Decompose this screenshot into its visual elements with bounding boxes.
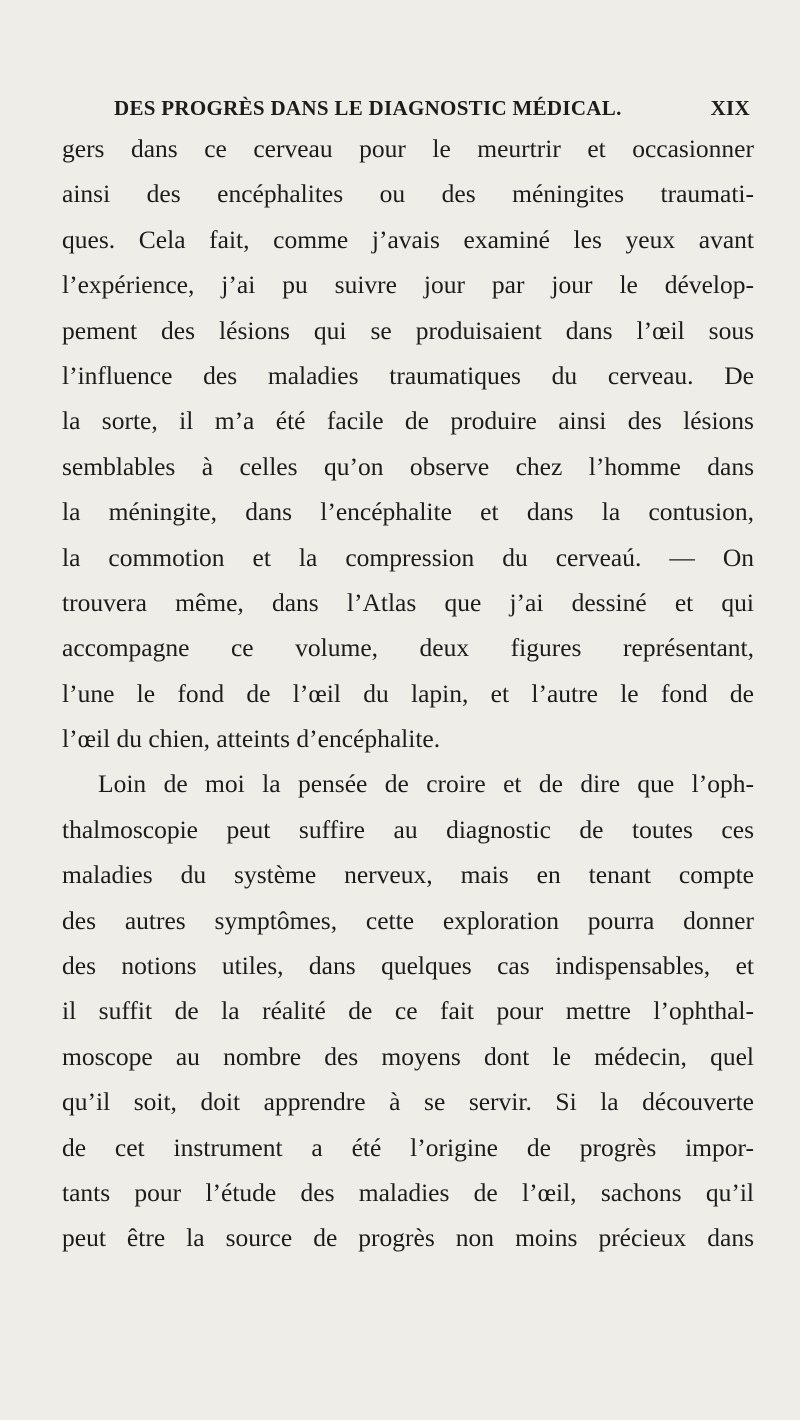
text-line: ainsi des encéphalites ou des méningites traumati- xyxy=(62,179,754,209)
text-line: l’influence des maladies traumatiques du cerveau. De xyxy=(62,360,754,390)
text-line: thalmoscopie peut suffire au diagnostic de toutes ces xyxy=(62,814,754,844)
text-line: accompagne ce volume, deux figures représentant, xyxy=(62,633,754,663)
page-number: XIX xyxy=(710,96,750,120)
text-line: maladies du système nerveux, mais en tenant compte xyxy=(62,860,754,890)
text-line: qu’il soit, doit apprendre à se servir. Si la découverte xyxy=(62,1087,754,1117)
text-line: tants pour l’étude des maladies de l’œil, sachons qu’il xyxy=(62,1177,754,1207)
running-header xyxy=(64,92,750,126)
text-line: l’une le fond de l’œil du lapin, et l’autre le fond de xyxy=(62,678,754,708)
text-line: des autres symptômes, cette exploration pourra donner xyxy=(62,905,754,935)
paragraph-end-line: l’œil du chien, atteints d’encéphalite. xyxy=(62,724,441,754)
text-line: ques. Cela fait, comme j’avais examiné les yeux avant xyxy=(62,224,754,254)
text-line: la sorte, il m’a été facile de produire ainsi des lésions xyxy=(62,406,754,436)
running-title: DES PROGRÈS DANS LE DIAGNOSTIC MÉDICAL. xyxy=(114,96,622,120)
body-text xyxy=(62,126,754,1261)
text-line: gers dans ce cerveau pour le meurtrir et occasionner xyxy=(62,134,754,163)
text-line: pement des lésions qui se produisaient dans l’œil sous xyxy=(62,315,754,345)
text-line: il suffit de la réalité de ce fait pour mettre l’ophthal- xyxy=(62,996,754,1026)
text-line: moscope au nombre des moyens dont le médecin, quel xyxy=(62,1041,754,1071)
text-line: de cet instrument a été l’origine de progrès impor- xyxy=(62,1132,754,1162)
text-line: la méningite, dans l’encéphalite et dans la contusion, xyxy=(62,497,754,527)
text-line: peut être la source de progrès non moins précieux dans xyxy=(62,1223,754,1253)
paragraph-first-line: Loin de moi la pensée de croire et de dire que l’oph- xyxy=(98,769,754,799)
text-line: semblables à celles qu’on observe chez l’homme dans xyxy=(62,451,754,481)
text-line: la commotion et la compression du cerveaú. — On xyxy=(62,542,754,572)
text-line: l’expérience, j’ai pu suivre jour par jour le dévelop- xyxy=(62,270,754,300)
text-line: des notions utiles, dans quelques cas indispensables, et xyxy=(62,951,754,981)
text-line: trouvera même, dans l’Atlas que j’ai dessiné et qui xyxy=(62,587,754,617)
